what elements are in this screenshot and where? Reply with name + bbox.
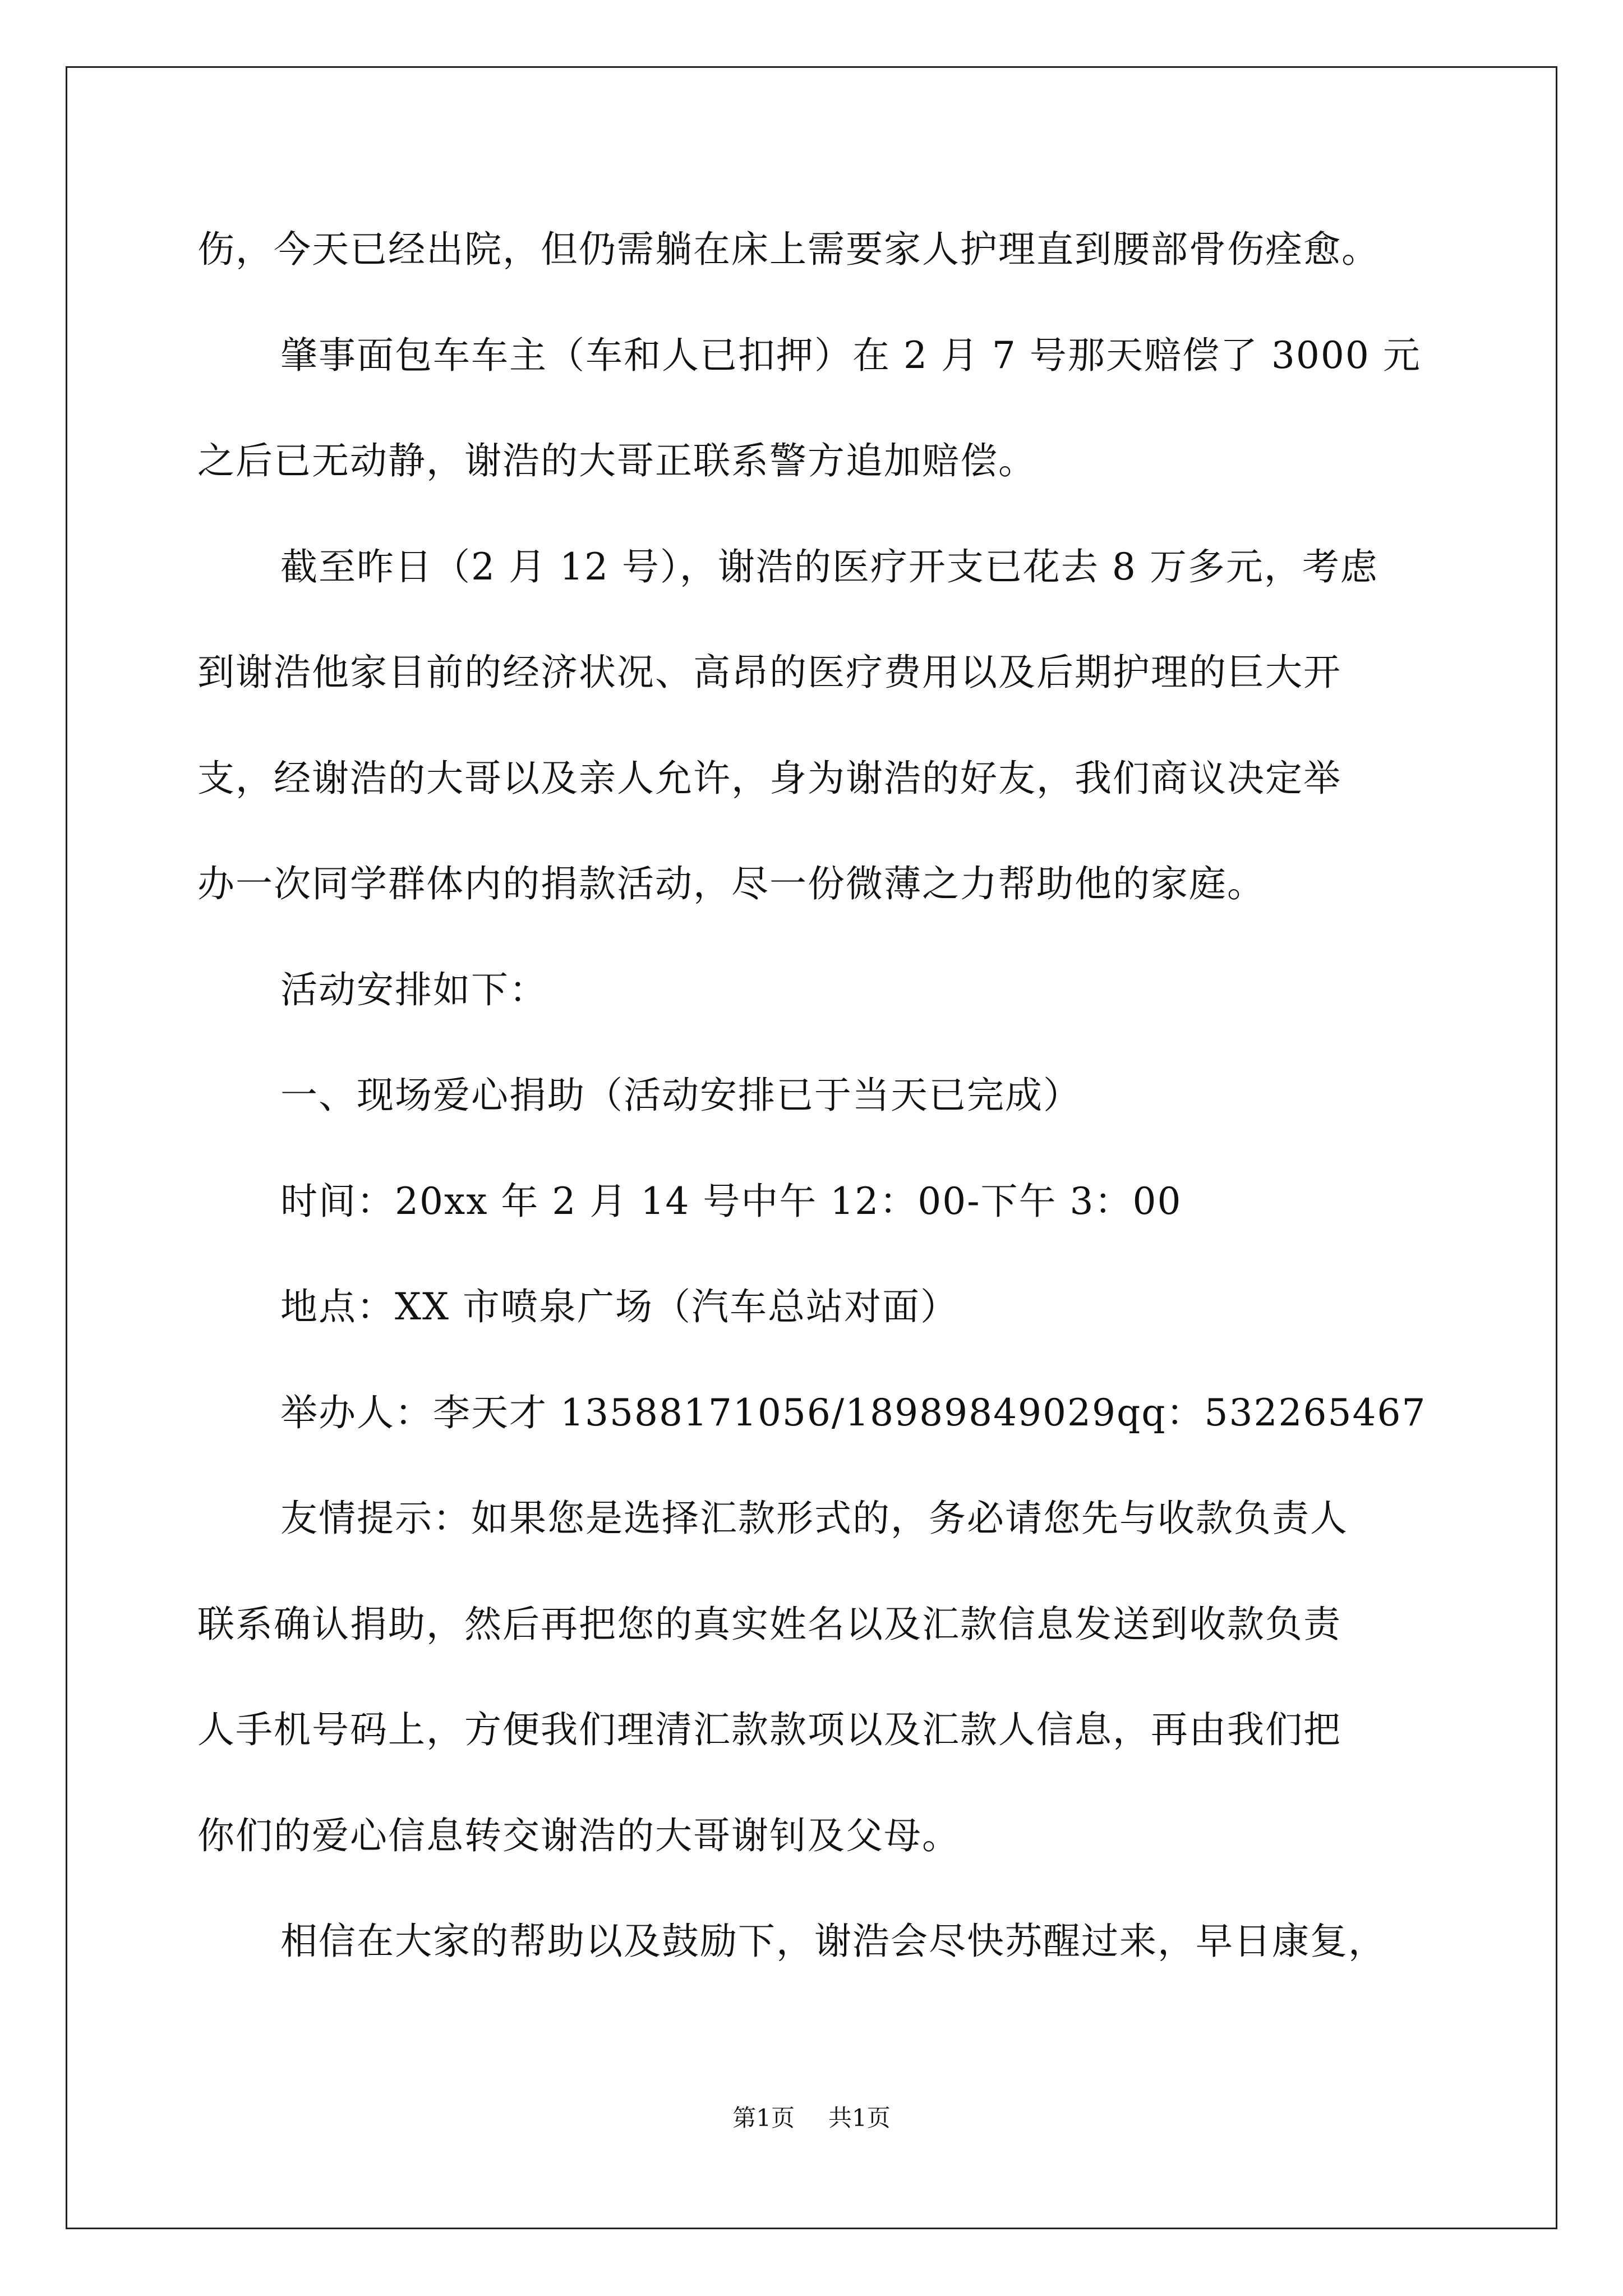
- text-line: 截至昨日（2 月 12 号），谢浩的医疗开支已花去 8 万多元，考虑: [280, 545, 1378, 588]
- page-footer: [0, 2106, 1623, 2130]
- text-line: 举办人：李天才 13588171056/18989849029qq：532265467: [280, 1391, 1427, 1434]
- text-line: 到谢浩他家目前的经济状况、高昂的医疗费用以及后期护理的巨大开: [197, 651, 1341, 694]
- page-border: [66, 66, 1557, 2229]
- text-line: 支，经谢浩的大哥以及亲人允许，身为谢浩的好友，我们商议决定举: [197, 757, 1341, 800]
- text-line: 办一次同学群体内的捐款活动，尽一份微薄之力帮助他的家庭。: [197, 862, 1265, 905]
- text-line: 时间：20xx 年 2 月 14 号中午 12：00-下午 3：00: [280, 1180, 1182, 1223]
- text-line: 友情提示：如果您是选择汇款形式的，务必请您先与收款负责人: [280, 1497, 1348, 1540]
- text-line: 人手机号码上，方便我们理清汇款款项以及汇款人信息，再由我们把: [197, 1708, 1341, 1751]
- page-number: 第1页: [732, 2104, 795, 2132]
- text-line: 你们的爱心信息转交谢浩的大哥谢钊及父母。: [197, 1814, 960, 1857]
- text-line: 一、现场爱心捐助（活动安排已于当天已完成）: [280, 1074, 1081, 1117]
- text-line: 伤，今天已经出院，但仍需躺在床上需要家人护理直到腰部骨伤痊愈。: [197, 228, 1380, 271]
- text-line: 肇事面包车车主（车和人已扣押）在 2 月 7 号那天赔偿了 3000 元: [280, 334, 1421, 377]
- page-total: 共1页: [828, 2104, 891, 2132]
- text-line: 活动安排如下：: [280, 968, 547, 1011]
- text-line: 相信在大家的帮助以及鼓励下，谢浩会尽快苏醒过来，早日康复，: [280, 1920, 1386, 1963]
- text-line: 地点：XX 市喷泉广场（汽车总站对面）: [280, 1285, 958, 1328]
- text-line: 之后已无动静，谢浩的大哥正联系警方追加赔偿。: [197, 439, 1036, 482]
- text-line: 联系确认捐助，然后再把您的真实姓名以及汇款信息发送到收款负责: [197, 1603, 1341, 1646]
